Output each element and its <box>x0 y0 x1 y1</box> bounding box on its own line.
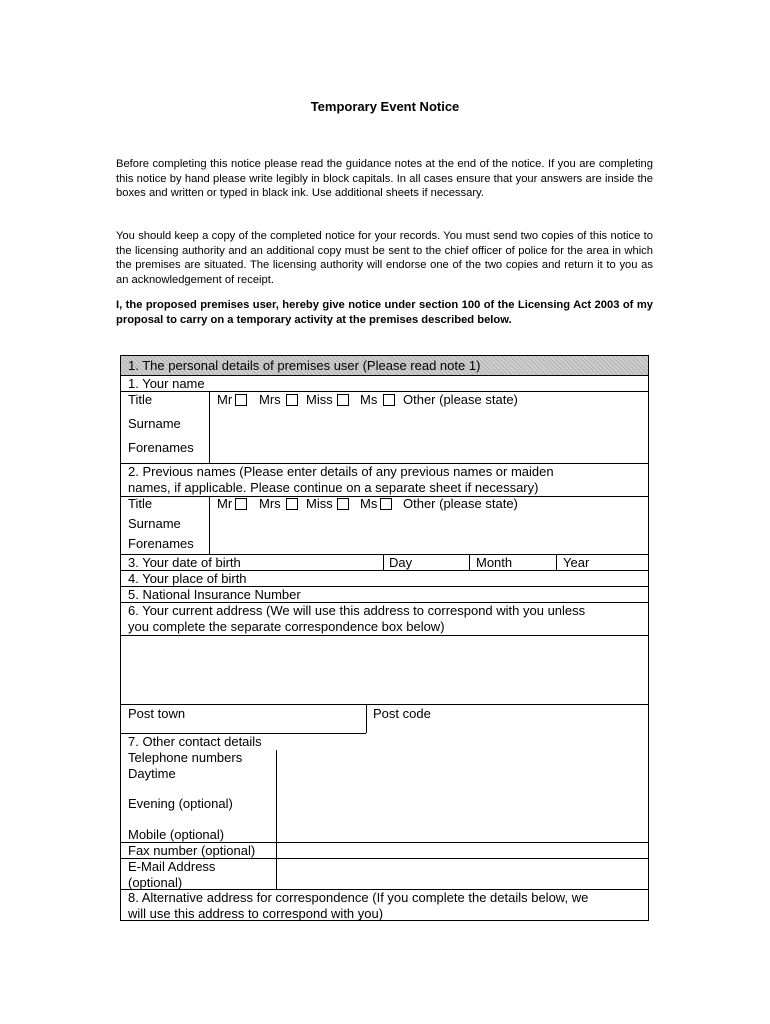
mrs-label: Mrs <box>259 392 281 407</box>
previous-mr-checkbox[interactable] <box>235 498 247 510</box>
previous-title-label: Title <box>128 496 153 511</box>
current-address-label: 6. Your current address (We will use this address to correspond with you unless <box>128 603 586 618</box>
divider <box>383 554 384 570</box>
alternative-address-label: 8. Alternative address for correspondence (If you complete the details below, we <box>128 890 589 905</box>
divider <box>276 750 277 889</box>
other-contact-label: 7. Other contact details <box>128 734 262 749</box>
divider <box>556 554 557 570</box>
ms-label: Ms <box>360 392 378 407</box>
previous-mrs-checkbox[interactable] <box>286 498 298 510</box>
mrs-checkbox[interactable] <box>286 394 298 406</box>
divider <box>121 635 648 636</box>
post-town-label: Post town <box>128 706 186 721</box>
fax-number-label: Fax number (optional) <box>128 843 256 858</box>
previous-other-title-label: Other (please state) <box>403 496 518 511</box>
mr-checkbox[interactable] <box>235 394 247 406</box>
telephone-numbers-label: Telephone numbers <box>128 750 243 765</box>
divider <box>209 391 210 463</box>
divider <box>121 704 648 705</box>
place-of-birth-label: 4. Your place of birth <box>128 571 247 586</box>
miss-label: Miss <box>306 392 333 407</box>
declaration-paragraph: I, the proposed premises user, hereby give notice under section 100 of the Licensing Act 2003 of my proposal to carry on a temporary activity at the premises described below. <box>116 299 653 326</box>
other-title-label: Other (please state) <box>403 392 518 407</box>
post-code-label: Post code <box>373 706 431 721</box>
date-of-birth-label: 3. Your date of birth <box>128 555 241 570</box>
title-label: Title <box>128 392 153 407</box>
previous-names-note: names, if applicable. Please continue on a separate sheet if necessary) <box>128 480 539 495</box>
daytime-phone-label: Daytime <box>128 766 176 781</box>
previous-miss-label: Miss <box>306 496 333 511</box>
previous-surname-label: Surname <box>128 516 181 531</box>
previous-mr-label: Mr <box>217 496 233 511</box>
section-1-header: 1. The personal details of premises user (Please read note 1) <box>128 358 481 373</box>
divider <box>121 391 648 392</box>
previous-miss-checkbox[interactable] <box>337 498 349 510</box>
email-address-label: E-Mail Address <box>128 859 216 874</box>
divider <box>121 496 648 497</box>
divider <box>209 496 210 554</box>
page-title: Temporary Event Notice <box>310 99 460 114</box>
your-name-label: 1. Your name <box>128 376 205 391</box>
ms-checkbox[interactable] <box>383 394 395 406</box>
previous-forenames-label: Forenames <box>128 536 194 551</box>
intro-paragraph-2: You should keep a copy of the completed notice for your records. You must send two copies of this notice to the licensing authority and an additional copy must be sent to the chief officer of police for the area in which the premises are situated. The licensing authority will endorse one of the two copies and return it to you as an acknowledgement of receipt. <box>116 230 653 286</box>
surname-label: Surname <box>128 416 181 431</box>
previous-ms-checkbox[interactable] <box>380 498 392 510</box>
evening-phone-label: Evening (optional) <box>128 796 233 811</box>
email-optional-label: (optional) <box>128 875 183 890</box>
current-address-note: you complete the separate correspondence box below) <box>128 619 445 634</box>
previous-names-label: 2. Previous names (Please enter details of any previous names or maiden <box>128 464 554 479</box>
mr-label: Mr <box>217 392 233 407</box>
previous-mrs-label: Mrs <box>259 496 281 511</box>
intro-paragraph-1: Before completing this notice please read the guidance notes at the end of the notice. If you are completing this notice by hand please write legibly in block capitals. In all cases ensure that your answers are inside the boxes and written or typed in black ink. Use additional sheets if necessary. <box>116 158 653 199</box>
dob-day-label: Day <box>389 555 413 570</box>
divider <box>366 704 367 733</box>
mobile-phone-label: Mobile (optional) <box>128 827 225 842</box>
divider <box>469 554 470 570</box>
dob-year-label: Year <box>563 555 590 570</box>
miss-checkbox[interactable] <box>337 394 349 406</box>
forenames-label: Forenames <box>128 440 194 455</box>
personal-details-form <box>120 355 649 921</box>
dob-month-label: Month <box>476 555 513 570</box>
alternative-address-note: will use this address to correspond with you) <box>128 906 384 921</box>
previous-ms-label: Ms <box>360 496 378 511</box>
ni-number-label: 5. National Insurance Number <box>128 587 301 602</box>
